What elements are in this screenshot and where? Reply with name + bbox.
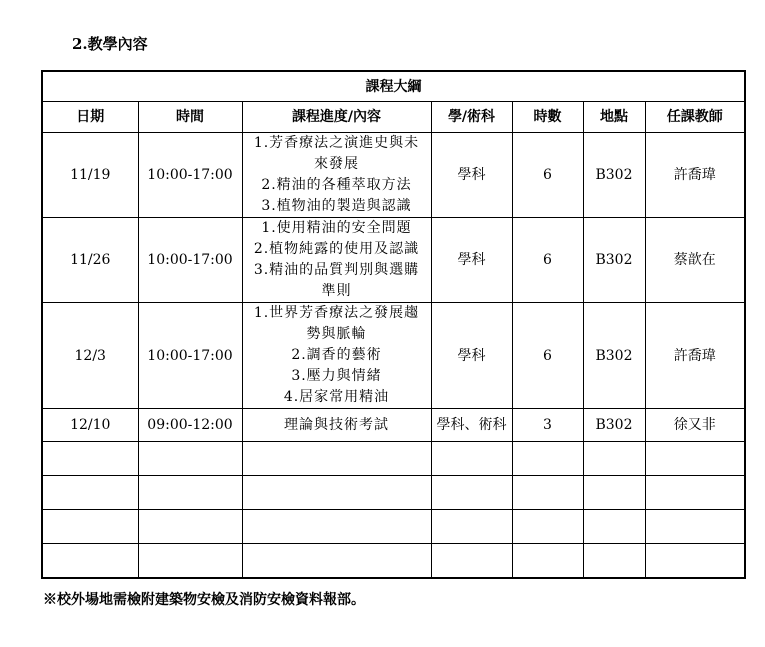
empty-table-row <box>42 476 745 510</box>
content-line: 來發展 <box>314 156 359 172</box>
empty-table-row <box>42 544 745 579</box>
empty-cell <box>583 544 645 579</box>
cell-location: B302 <box>583 133 645 218</box>
content-line: 2.調香的藝術 <box>291 347 382 363</box>
header-location: 地點 <box>583 102 645 133</box>
table-row <box>42 133 745 218</box>
header-teacher: 任課教師 <box>645 102 745 133</box>
empty-cell <box>138 544 242 579</box>
content-line: 準則 <box>321 283 352 299</box>
cell-hours: 3 <box>512 409 583 442</box>
cell-teacher: 徐又非 <box>645 409 745 442</box>
empty-cell <box>512 442 583 476</box>
empty-cell <box>645 476 745 510</box>
empty-cell <box>242 476 431 510</box>
empty-cell <box>42 476 138 510</box>
empty-cell <box>431 510 512 544</box>
empty-cell <box>583 476 645 510</box>
section-title: 2.教學內容 <box>72 35 148 53</box>
empty-cell <box>42 442 138 476</box>
cell-date: 12/10 <box>42 409 138 442</box>
empty-cell <box>242 442 431 476</box>
cell-type: 學科 <box>431 218 512 303</box>
cell-time: 09:00-12:00 <box>138 409 242 442</box>
cell-hours: 6 <box>512 303 583 409</box>
cell-type: 學科 <box>431 303 512 409</box>
cell-hours: 6 <box>512 218 583 303</box>
content-line: 1.芳香療法之演進史與未 <box>253 135 420 151</box>
empty-cell <box>138 510 242 544</box>
cell-date: 11/19 <box>42 133 138 218</box>
cell-content <box>242 409 431 442</box>
cell-location: B302 <box>583 218 645 303</box>
cell-content <box>242 303 431 409</box>
empty-cell <box>645 442 745 476</box>
cell-hours: 6 <box>512 133 583 218</box>
content-line: 3.精油的品質判別與選購 <box>253 262 420 278</box>
syllabus-table <box>41 70 746 579</box>
empty-cell <box>512 476 583 510</box>
empty-cell <box>42 510 138 544</box>
table-caption-row <box>42 71 745 102</box>
header-content: 課程進度/內容 <box>242 102 431 133</box>
content-line: 2.精油的各種萃取方法 <box>261 177 412 193</box>
table-caption: 課程大綱 <box>42 71 745 102</box>
empty-cell <box>431 476 512 510</box>
cell-date: 12/3 <box>42 303 138 409</box>
empty-cell <box>512 544 583 579</box>
cell-time: 10:00-17:00 <box>138 303 242 409</box>
cell-location: B302 <box>583 409 645 442</box>
table-row <box>42 409 745 442</box>
empty-cell <box>583 510 645 544</box>
content-line: 理論與技術考試 <box>284 416 389 433</box>
cell-teacher: 蔡歆在 <box>645 218 745 303</box>
empty-cell <box>583 442 645 476</box>
content-line: 4.居家常用精油 <box>283 389 390 405</box>
cell-time: 10:00-17:00 <box>138 133 242 218</box>
cell-location: B302 <box>583 303 645 409</box>
cell-time: 10:00-17:00 <box>138 218 242 303</box>
empty-cell <box>42 544 138 579</box>
header-time: 時間 <box>138 102 242 133</box>
cell-type: 學科 <box>431 133 512 218</box>
empty-cell <box>138 476 242 510</box>
content-line: 1.世界芳香療法之發展趨 <box>253 305 420 321</box>
header-date: 日期 <box>42 102 138 133</box>
empty-cell <box>645 510 745 544</box>
content-line: 3.壓力與情緒 <box>291 368 382 384</box>
cell-content <box>242 218 431 303</box>
cell-content <box>242 133 431 218</box>
empty-table-row <box>42 510 745 544</box>
content-line: 2.植物純露的使用及認識 <box>253 241 420 257</box>
content-line: 勢與脈輪 <box>306 326 367 342</box>
empty-cell <box>645 544 745 579</box>
cell-teacher: 許喬瑋 <box>645 133 745 218</box>
cell-date: 11/26 <box>42 218 138 303</box>
empty-cell <box>512 510 583 544</box>
empty-cell <box>431 442 512 476</box>
table-header-row <box>42 102 745 133</box>
content-line: 3.植物油的製造與認識 <box>261 198 412 214</box>
cell-teacher: 許喬瑋 <box>645 303 745 409</box>
header-type: 學/術科 <box>431 102 512 133</box>
empty-cell <box>242 544 431 579</box>
empty-table-row <box>42 442 745 476</box>
empty-cell <box>431 544 512 579</box>
cell-type: 學科、術科 <box>431 409 512 442</box>
table-row <box>42 303 745 409</box>
table-row <box>42 218 745 303</box>
empty-cell <box>242 510 431 544</box>
empty-cell <box>138 442 242 476</box>
header-hours: 時數 <box>512 102 583 133</box>
content-line: 1.使用精油的安全問題 <box>261 220 412 236</box>
footnote: ※校外場地需檢附建築物安檢及消防安檢資料報部。 <box>43 592 365 608</box>
